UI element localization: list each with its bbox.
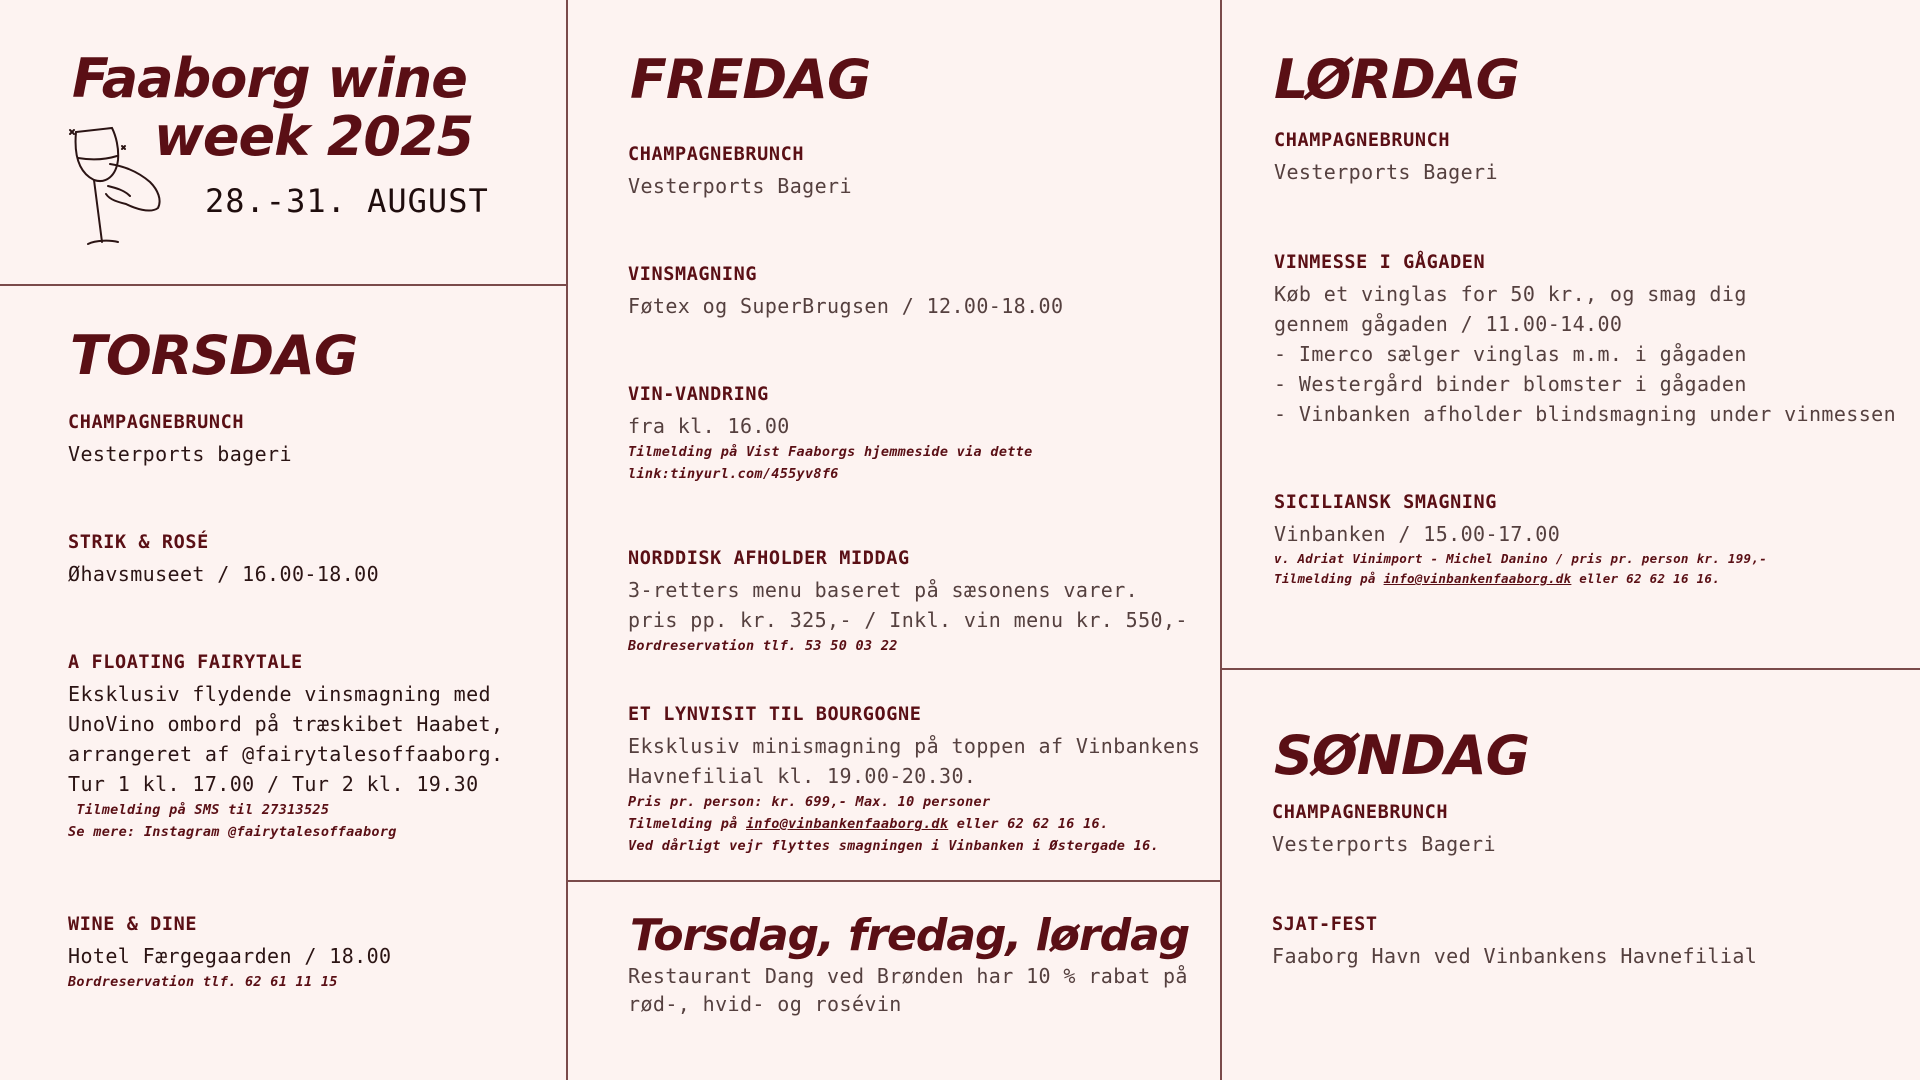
event-note: Tilmelding på SMS til 27313525 (68, 802, 330, 818)
note-suffix: eller 62 62 16 16. (1571, 571, 1721, 586)
sondag-event-1 (1272, 802, 1832, 859)
event-detail: Vesterports Bageri (628, 174, 852, 198)
event-detail: Hotel Færgegaarden / 18.00 (68, 944, 392, 968)
event-detail: pris pp. kr. 325,- / Inkl. vin menu kr. 550,- (628, 608, 1188, 632)
fredag-event-3 (628, 384, 1188, 485)
event-note: Se mere: Instagram @fairytalesoffaaborg (68, 824, 397, 840)
event-detail: - Vinbanken afholder blindsmagning under vinmessen (1274, 402, 1897, 426)
email-link[interactable]: info@vinbankenfaaborg.dk (746, 816, 949, 832)
event-name: A FLOATING FAIRYTALE (68, 652, 303, 673)
event-detail: Havnefilial kl. 19.00-20.30. (628, 764, 977, 788)
event-note: Bordreservation tlf. 53 50 03 22 (628, 638, 898, 654)
event-name: CHAMPAGNEBRUNCH (68, 412, 245, 433)
note-suffix: eller 62 62 16 16. (948, 816, 1109, 832)
event-name: SICILIANSK SMAGNING (1274, 492, 1498, 513)
title-line-2: week 2025 (154, 105, 474, 168)
event-detail: Tur 1 kl. 17.00 / Tur 2 kl. 19.30 (68, 772, 479, 796)
multi-day-offer (628, 962, 1188, 1018)
event-name: VINMESSE I GÅGADEN (1274, 252, 1486, 273)
event-detail: Eksklusiv minismagning på toppen af Vinbankens (628, 734, 1201, 758)
event-name: NORDDISK AFHOLDER MIDDAG (628, 548, 910, 569)
fredag-event-5 (628, 704, 1218, 857)
event-detail: UnoVino ombord på træskibet Haabet, (68, 712, 504, 736)
divider-fredag (566, 880, 1220, 882)
day-title-sondag: SØNDAG (1274, 724, 1529, 787)
day-title-fredag: FREDAG (630, 48, 871, 111)
event-detail: 3-retters menu baseret på sæsonens varer. (628, 578, 1139, 602)
event-name: STRIK & ROSÉ (68, 532, 209, 553)
event-detail: - Imerco sælger vinglas m.m. i gågaden (1274, 342, 1747, 366)
event-name: VIN-VANDRING (628, 384, 769, 405)
event-note: Ved dårligt vejr flyttes smagningen i Vinbanken i Østergade 16. (628, 838, 1159, 854)
divider-lordag (1220, 668, 1920, 670)
divider-logo (0, 284, 566, 286)
torsdag-event-1 (68, 412, 628, 469)
email-link[interactable]: info@vinbankenfaaborg.dk (1383, 571, 1572, 586)
event-detail: Føtex og SuperBrugsen / 12.00-18.00 (628, 294, 1064, 318)
event-detail: Vinbanken / 15.00-17.00 (1274, 522, 1561, 546)
event-name: SJAT-FEST (1272, 914, 1378, 935)
event-note (1274, 569, 1914, 589)
event-detail: Vesterports Bageri (1274, 160, 1498, 184)
fredag-event-2 (628, 264, 1188, 321)
event-name: WINE & DINE (68, 914, 198, 935)
day-title-torsdag: TORSDAG (70, 324, 358, 387)
wine-glass-hand-icon (64, 124, 174, 260)
event-detail: - Westergård binder blomster i gågaden (1274, 372, 1747, 396)
event-detail: arrangeret af @fairytalesoffaaborg. (68, 742, 504, 766)
torsdag-event-4 (68, 914, 628, 993)
lordag-event-3 (1274, 492, 1914, 589)
event-dates: 28.-31. AUGUST (205, 182, 489, 220)
torsdag-event-2 (68, 532, 628, 589)
event-name: CHAMPAGNEBRUNCH (628, 144, 805, 165)
fredag-event-4 (628, 548, 1208, 657)
day-title-lordag: LØRDAG (1274, 48, 1519, 111)
event-name: ET LYNVISIT TIL BOURGOGNE (628, 704, 922, 725)
event-note: Tilmelding på Vist Faaborgs hjemmeside via dette (628, 444, 1033, 460)
fredag-event-1 (628, 144, 1188, 201)
torsdag-event-3 (68, 652, 628, 843)
event-name: CHAMPAGNEBRUNCH (1272, 802, 1449, 823)
event-note (628, 813, 1218, 835)
event-note: Bordreservation tlf. 62 61 11 15 (68, 974, 338, 990)
sondag-event-2 (1272, 914, 1832, 971)
offer-detail: rød-, hvid- og rosévin (628, 992, 902, 1016)
event-name: CHAMPAGNEBRUNCH (1274, 130, 1451, 151)
event-note: Pris pr. person: kr. 699,- Max. 10 personer (628, 794, 991, 810)
event-note: v. Adriat Vinimport - Michel Danino / pris pr. person kr. 199,- (1274, 551, 1768, 566)
divider-right (1220, 0, 1222, 1080)
event-detail: Faaborg Havn ved Vinbankens Havnefilial (1272, 944, 1758, 968)
event-detail: Vesterports bageri (68, 442, 292, 466)
day-title-multi: Torsdag, fredag, lørdag (630, 910, 1190, 961)
event-detail: Eksklusiv flydende vinsmagning med (68, 682, 491, 706)
event-name: VINSMAGNING (628, 264, 758, 285)
offer-detail: Restaurant Dang ved Brønden har 10 % rabat på (628, 964, 1188, 988)
note-prefix: Tilmelding på (1274, 571, 1384, 586)
title-line-1: Faaborg wine (72, 47, 467, 110)
event-detail: Vesterports Bageri (1272, 832, 1496, 856)
event-note: link:tinyurl.com/455yv8f6 (628, 466, 839, 482)
event-detail: Køb et vinglas for 50 kr., og smag dig (1274, 282, 1747, 306)
note-prefix: Tilmelding på (628, 816, 746, 832)
event-detail: Øhavsmuseet / 16.00-18.00 (68, 562, 380, 586)
lordag-event-2 (1274, 252, 1914, 429)
event-detail: gennem gågaden / 11.00-14.00 (1274, 312, 1623, 336)
event-detail: fra kl. 16.00 (628, 414, 790, 438)
lordag-event-1 (1274, 130, 1834, 187)
